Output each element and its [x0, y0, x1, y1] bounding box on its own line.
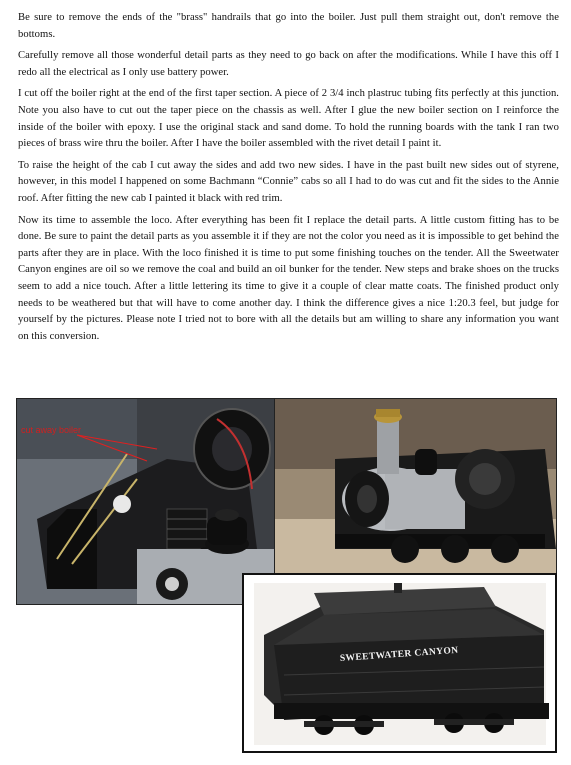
article-text — [18, 10, 559, 350]
paragraph-detail-parts: Carefully remove all those wonderful detail parts as they need to go back on after the modifications. While I have this off I redo all the electrical as I only use battery power. — [18, 50, 559, 78]
photo-new-boiler-image — [275, 399, 556, 574]
tender-lettering: SWEETWATER CANYON — [339, 645, 459, 664]
photo-tender — [242, 573, 557, 753]
photo-new-boiler — [274, 398, 557, 575]
paragraph-boiler: I cut off the boiler right at the end of the first taper section. A piece of 2 3/4 inch plastruc tubing fits perfectly at this junction. Note you also have to cut out the taper piece on the chassis as well. After I glue the new boiler section on I reinforce the inside of the boiler with epoxy. I use the original stack and sand dome. To hold the running boards with the tank I ran two pieces of brass wire thru the boiler. After I have the boiler assembled with the rivet detail I paint it. — [18, 88, 559, 150]
paragraph-handrails: Be sure to remove the ends of the "brass" handrails that go into the boiler. Just pull them straight out, don't remove the bottoms. — [18, 12, 559, 40]
photo-cut-away-boiler — [16, 398, 275, 605]
paragraph-cab: To raise the height of the cab I cut away the sides and add two new sides. I have in the past built new sides out of styrene, however, in this model I happened on some Bachmann “Connie” cabs so all I had to do was cut and fit the sides to the Annie roof. After fitting the new cab I painted it black with red trim. — [18, 159, 559, 204]
paragraph-assembly: Now its time to assemble the loco. After everything has been fit I replace the detail parts. A little custom fitting has to be done. Be sure to paint the detail parts as you assemble it if they are not the color you need as it is impossible to get behind the parts after they are in place. With the loco finished it is time to put some finishing touches on the tender. All the Sweetwater Canyon engines are oil so we remove the coal and build an oil bunker for the tender. New steps and brake shoes on the trucks seem to add a nice touch. After a little lettering its time to give it a couple of clear matte coats. The finished product only needs to be weathered but that will have to come another day. I think the difference gives a nice 1:20.3 feel, but judge for yourself by the pictures. Please note I tried not to bore with all the details but am willing to share any information you want on this conversion. — [18, 214, 559, 342]
photo-tender-image — [244, 575, 555, 751]
cut-away-boiler-label: cut away boiler — [21, 425, 82, 435]
